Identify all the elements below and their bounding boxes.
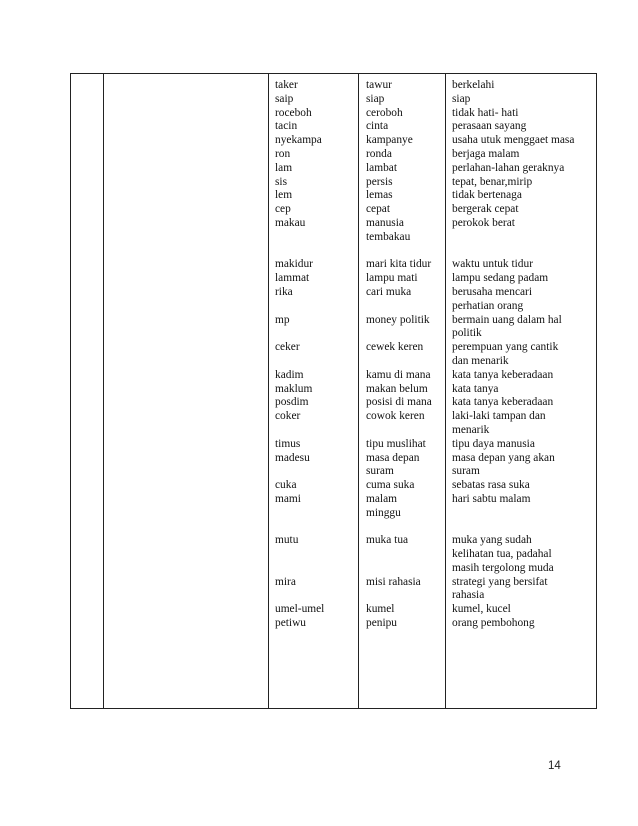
table-cell: siap	[452, 92, 471, 105]
table-cell: perokok berat	[452, 216, 515, 229]
table-cell: kumel, kucel	[452, 603, 511, 616]
table-cell	[366, 300, 432, 314]
column-divider	[358, 74, 359, 708]
table-cell: berjaga malam	[452, 147, 520, 160]
table-cell	[275, 327, 324, 341]
table-cell: kadim	[275, 368, 304, 381]
table-cell	[452, 507, 574, 521]
table-cell	[366, 562, 432, 576]
table-cell: umel-umel	[275, 603, 325, 616]
table-cell	[366, 245, 432, 259]
table-cell: politik	[452, 327, 482, 340]
table-cell	[452, 231, 574, 245]
table-cell: lampu sedang padam	[452, 272, 549, 285]
table-cell: masa depan	[366, 451, 420, 464]
table-cell	[275, 245, 324, 259]
table-cell: makau	[275, 216, 306, 229]
column-divider	[268, 74, 269, 708]
table-cell: suram	[366, 465, 394, 478]
table-cell: ceroboh	[366, 106, 403, 119]
table-cell: masih tergolong muda	[452, 561, 554, 574]
table-cell: manusia	[366, 216, 404, 229]
table-cell	[275, 465, 324, 479]
table-cell: kelihatan tua, padahal	[452, 548, 552, 561]
table-cell	[275, 562, 324, 576]
table-cell: tembakau	[366, 230, 411, 243]
table-cell	[366, 548, 432, 562]
table-cell: sis	[275, 175, 288, 188]
column-divider	[103, 74, 104, 708]
table-cell: mami	[275, 492, 301, 505]
table-cell	[452, 521, 574, 535]
table-cell: cewek keren	[366, 341, 424, 354]
table-cell: perhatian orang	[452, 299, 524, 312]
table-cell: lam	[275, 161, 293, 174]
table-cell: ronda	[366, 147, 392, 160]
table-cell: roceboh	[275, 106, 312, 119]
table-cell: ron	[275, 147, 291, 160]
table-cell: strategi yang bersifat	[452, 575, 548, 588]
table-cell: laki-laki tampan dan	[452, 410, 546, 423]
meaning-column	[452, 79, 574, 631]
table-cell: sebatas rasa suka	[452, 479, 530, 492]
table-cell: petiwu	[275, 617, 307, 630]
table-cell: muka yang sudah	[452, 534, 532, 547]
table-cell: money politik	[366, 313, 430, 326]
table-cell	[366, 521, 432, 535]
table-cell: lampu mati	[366, 272, 418, 285]
table-cell	[366, 589, 432, 603]
table-cell: kampanye	[366, 134, 413, 147]
table-cell: ceker	[275, 341, 300, 354]
table-cell: misi rahasia	[366, 575, 421, 588]
table-cell: siap	[366, 92, 385, 105]
table-cell: bergerak cepat	[452, 203, 519, 216]
table-cell: berkelahi	[452, 79, 495, 91]
table-cell: makan belum	[366, 382, 428, 395]
table-cell	[275, 231, 324, 245]
table-cell	[366, 355, 432, 369]
table-cell: posdim	[275, 396, 309, 409]
table-cell: usaha utuk menggaet masa	[452, 134, 575, 147]
table-cell: mari kita tidur	[366, 258, 432, 271]
table-cell: timus	[275, 437, 301, 450]
expansion-column	[366, 79, 432, 631]
table-cell	[275, 521, 324, 535]
table-cell	[366, 424, 432, 438]
table-cell: mutu	[275, 534, 299, 547]
table-cell: tipu muslihat	[366, 437, 426, 450]
table-cell: taker	[275, 79, 298, 91]
table-cell: saip	[275, 92, 294, 105]
table-cell: cepat	[366, 203, 391, 216]
table-cell	[275, 548, 324, 562]
table-cell: tipu daya manusia	[452, 437, 535, 450]
table-cell: masa depan yang akan	[452, 451, 555, 464]
table-cell: tidak hati- hati	[452, 106, 519, 119]
table-cell: muka tua	[366, 534, 409, 547]
table-cell: orang pembohong	[452, 617, 535, 630]
table-cell: nyekampa	[275, 134, 322, 147]
table-cell: cep	[275, 203, 291, 216]
table-cell: suram	[452, 465, 480, 478]
table-cell: kumel	[366, 603, 395, 616]
table-cell: madesu	[275, 451, 310, 464]
table-cell: perasaan sayang	[452, 120, 527, 133]
table-cell: berusaha mencari	[452, 285, 533, 298]
table-cell: posisi di mana	[366, 396, 432, 409]
table-cell	[275, 507, 324, 521]
table-cell: rika	[275, 285, 293, 298]
table-cell: perlahan-lahan geraknya	[452, 161, 565, 174]
table-cell: lemas	[366, 189, 393, 202]
table-cell: tacin	[275, 120, 298, 133]
table-cell	[275, 424, 324, 438]
table-cell: tepat, benar,mirip	[452, 175, 533, 188]
table-cell: lammat	[275, 272, 310, 285]
table-cell: kata tanya	[452, 382, 499, 395]
table-cell: rahasia	[452, 589, 485, 602]
table-cell: penipu	[366, 617, 398, 630]
table-cell: kata tanya keberadaan	[452, 368, 554, 381]
column-divider	[445, 74, 446, 708]
table-cell: mira	[275, 575, 296, 588]
table-cell: lem	[275, 189, 293, 202]
page-number: 14	[548, 760, 561, 772]
table-cell: maklum	[275, 382, 313, 395]
table-cell	[366, 327, 432, 341]
table-cell: hari sabtu malam	[452, 492, 531, 505]
table-cell: cari muka	[366, 285, 412, 298]
table-cell: persis	[366, 175, 393, 188]
table-cell: dan menarik	[452, 354, 509, 367]
table-cell: tawur	[366, 79, 392, 91]
table-cell: perempuan yang cantik	[452, 341, 559, 354]
table-cell: tidak bertenaga	[452, 189, 522, 202]
table-cell: menarik	[452, 423, 490, 436]
table-cell: mp	[275, 313, 290, 326]
table-cell: bermain uang dalam hal	[452, 313, 562, 326]
table-cell	[275, 300, 324, 314]
table-cell: malam	[366, 492, 397, 505]
table-cell: lambat	[366, 161, 397, 174]
table-cell	[275, 589, 324, 603]
table-cell: minggu	[366, 506, 401, 519]
table-cell: coker	[275, 410, 301, 423]
table-cell: kata tanya keberadaan	[452, 396, 554, 409]
table-cell: cuma suka	[366, 479, 415, 492]
slang-term-column	[275, 79, 324, 631]
table-cell: cinta	[366, 120, 389, 133]
table-cell	[452, 245, 574, 259]
table-cell	[275, 355, 324, 369]
table-cell: waktu untuk tidur	[452, 258, 533, 271]
table-cell: makidur	[275, 258, 313, 271]
table-cell: cuka	[275, 479, 297, 492]
vocabulary-table	[70, 73, 597, 709]
table-cell: kamu di mana	[366, 368, 431, 381]
table-cell: cowok keren	[366, 410, 425, 423]
